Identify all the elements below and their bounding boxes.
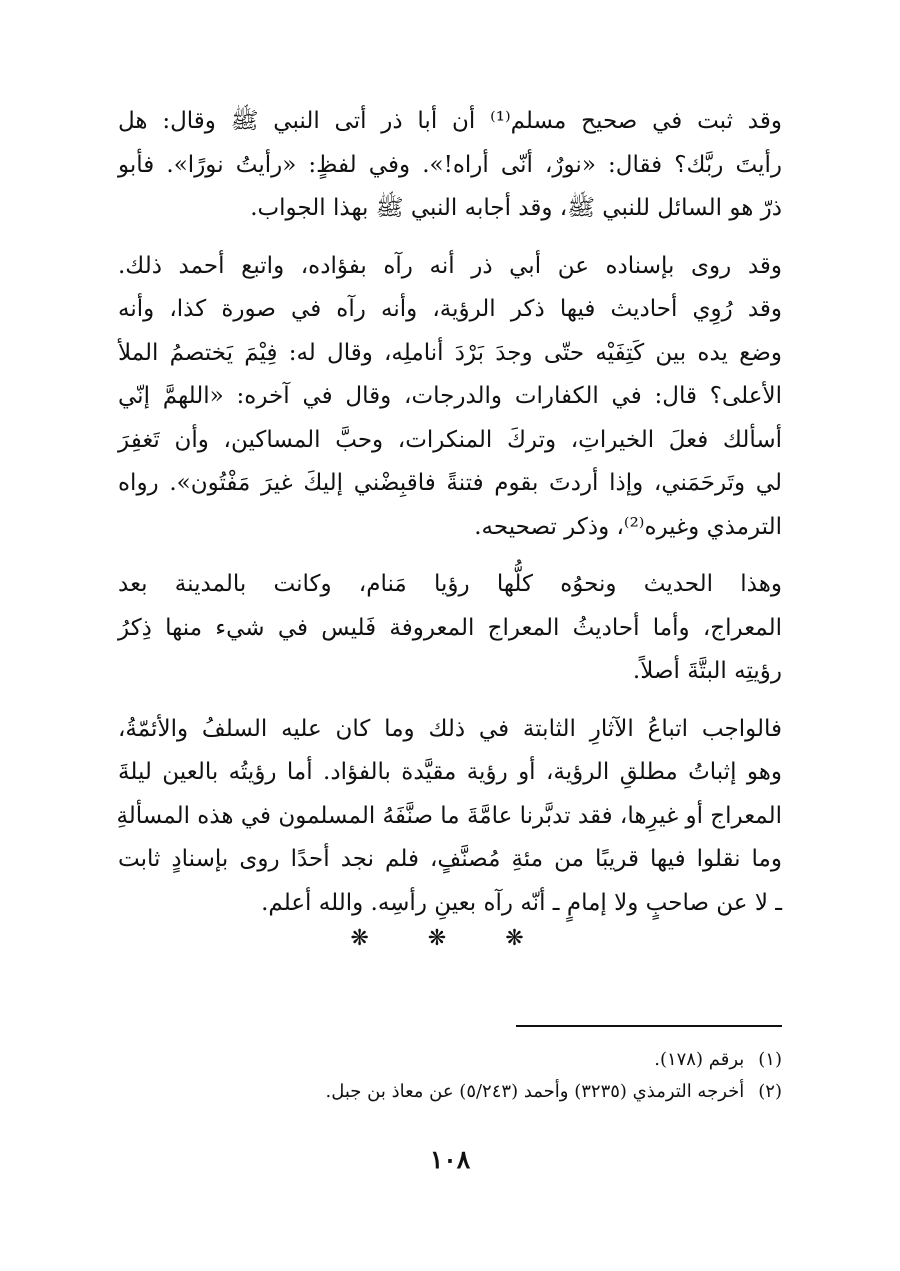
text-line: المعراج، وأما أحاديثُ المعراج المعروفة فَليس في شيء منها ذِكرُ xyxy=(118,614,782,641)
main-text xyxy=(118,100,782,939)
footnote-text: أخرجه الترمذي (٣٢٣٥) وأحمد (٥/٢٤٣) عن معاذ بن جبل. xyxy=(325,1081,745,1102)
text-line: وهذا الحديث ونحوُه كلُّها رؤيا مَنام، وكانت بالمدينة بعد xyxy=(118,571,782,597)
text-line: وهو إثباتُ مطلقِ الرؤية، أو رؤية مقيَّدة بالفؤاد. أما رؤيتُه بالعين ليلةَ xyxy=(118,759,782,785)
text-line: ذرّ هو السائل للنبي ﷺ، وقد أجابه النبي ﷺ بهذا الجواب. xyxy=(250,195,782,221)
footnote-divider xyxy=(516,1025,782,1027)
text-line: لي وتَرحَمَني، وإذا أردتَ بقوم فتنةً فاقبِضْني إليكَ غيرَ مَفْتُون». رواه xyxy=(118,470,782,496)
text-line: وقد رُوِي أحاديث فيها ذكر الرؤية، وأنه رآه في صورة كذا، وأنه xyxy=(118,296,782,322)
text-line: رأيتَ ربَّك؟ فقال: «نورٌ، أنّى أراه!». وفي لفظٍ: «رأيتُ نورًا». فأبو xyxy=(118,151,782,178)
footnote-2 xyxy=(118,1076,782,1108)
footnote-number: (٢) xyxy=(758,1081,782,1102)
paragraph-4 xyxy=(118,708,782,926)
footnote-number: (١) xyxy=(758,1049,782,1070)
paragraph-3 xyxy=(118,563,782,694)
text-line: الأعلى؟ قال: في الكفارات والدرجات، وقال في آخره: «اللهمَّ إنّي xyxy=(118,383,782,409)
text-line: وما نقلوا فيها قريبًا من مئةِ مُصنَّفٍ، فلم نجد أحدًا روى بإسنادٍ ثابت xyxy=(118,846,782,872)
text-line: الترمذي وغيره⁽²⁾، وذكر تصحيحه. xyxy=(474,513,782,540)
page-number: ١٠٨ xyxy=(429,1145,471,1174)
text-line: وقد ثبت في صحيح مسلم⁽¹⁾ أن أبا ذر أتى النبي ﷺ وقال: هل xyxy=(118,108,782,134)
paragraph-1 xyxy=(118,100,782,231)
text-line: وضع يده بين كَتِفَيْه حتّى وجدَ بَرْدَ أناملِه، وقال له: فِيْمَ يَختصمُ الملأ xyxy=(118,339,782,366)
text-line: ـ لا عن صاحبٍ ولا إمامٍ ـ أنّه رآه بعينِ رأسِه. والله أعلم. xyxy=(261,889,782,916)
paragraph-2 xyxy=(118,245,782,550)
footnote-1 xyxy=(118,1044,782,1076)
footnotes xyxy=(118,1044,782,1108)
text-line: وقد روى بإسناده عن أبي ذر أنه رآه بفؤاده، واتبع أحمد ذلك. xyxy=(118,252,782,279)
section-separator: ❋ ❋ ❋ xyxy=(350,926,550,951)
footnote-text: برقم (١٧٨). xyxy=(654,1049,745,1070)
text-line: رؤيتِه البتَّةَ أصلاً. xyxy=(632,658,782,684)
text-line: المعراج أو غيرِها، فقد تدبَّرنا عامَّةَ ما صنَّفَهُ المسلمون في هذه المسألةِ xyxy=(116,802,782,829)
text-line: فالواجب اتباعُ الآثارِ الثابتة في ذلك وما كان عليه السلفُ والأئمّةُ، xyxy=(118,715,782,742)
text-line: أسألك فعلَ الخيراتِ، وتركَ المنكرات، وحبَّ المساكين، وأن تَغفِرَ xyxy=(118,426,782,453)
